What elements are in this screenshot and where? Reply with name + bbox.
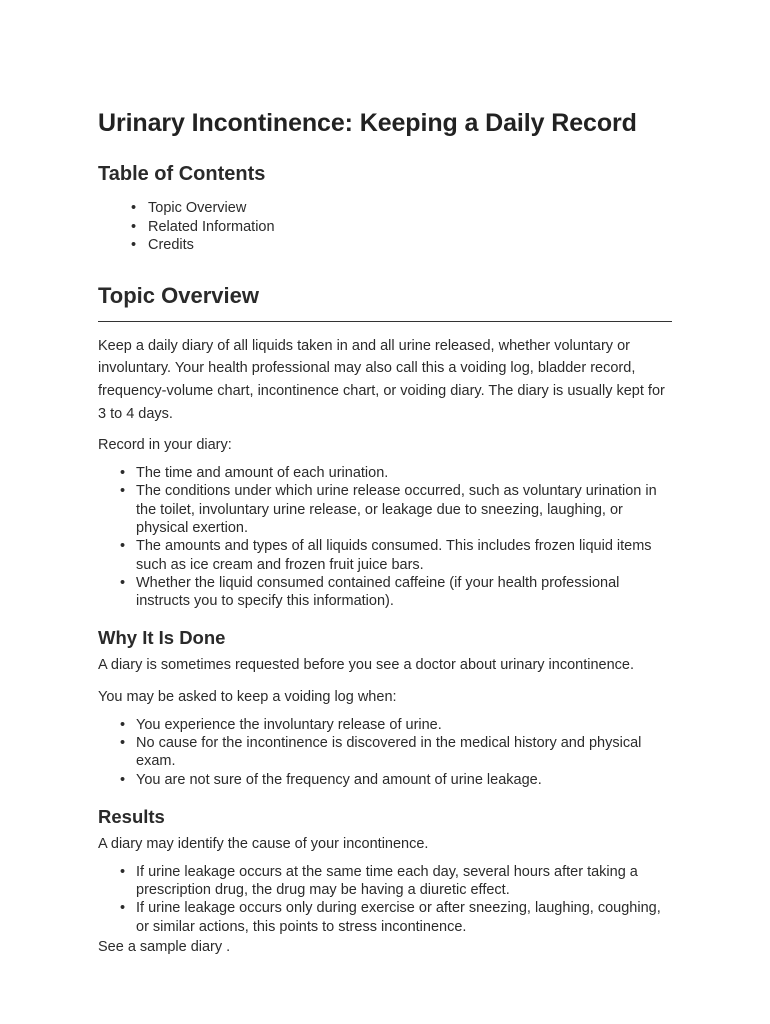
toc-item-related-information: • Related Information [131, 218, 672, 237]
toc-item-credits: • Credits [131, 236, 672, 255]
list-item: • If urine leakage occurs at the same time each day, several hours after taking a prescription drug, the drug may be having a diuretic effect. [120, 863, 672, 900]
list-item: • The conditions under which urine release occurred, such as voluntary urination in the toilet, involuntary urine release, or leakage due to sneezing, laughing, or physical exertion. [120, 482, 672, 537]
list-item: • No cause for the incontinence is discovered in the medical history and physical exam. [120, 734, 672, 771]
section-heading-topic-overview: Topic Overview [98, 281, 672, 322]
subheading-why-it-is-done: Why It Is Done [98, 627, 226, 649]
overview-intro: Keep a daily diary of all liquids taken in and all urine released, whether voluntary or involuntary. Your health professional may also call this a voiding log, bladder record, frequency-volume chart, incontinence chart, or voiding diary. The diary is usually kept for 3 to 4 days. [98, 337, 665, 422]
list-item: • You experience the involuntary release of urine. [120, 716, 672, 734]
page-title: Urinary Incontinence: Keeping a Daily Record [98, 109, 637, 137]
list-item: • Whether the liquid consumed contained caffeine (if your health professional instructs you to specify this information). [120, 574, 672, 611]
subheading-results: Results [98, 805, 165, 827]
why-para-1: A diary is sometimes requested before you see a doctor about urinary incontinence. [98, 657, 634, 674]
record-lead: Record in your diary: [98, 437, 232, 454]
results-para-1: A diary may identify the cause of your incontinence. [98, 835, 429, 852]
list-item: • If urine leakage occurs only during exercise or after sneezing, laughing, coughing, or similar actions, this points to stress incontinence. [120, 899, 672, 936]
toc-heading: Table of Contents [98, 163, 266, 185]
why-list [98, 716, 672, 789]
why-para-2: You may be asked to keep a voiding log when: [98, 689, 397, 706]
list-item: • The amounts and types of all liquids consumed. This includes frozen liquid items such as ice cream and frozen fruit juice bars. [120, 537, 672, 574]
sample-diary-text: See a sample diary . [98, 938, 231, 955]
list-item: • The time and amount of each urination. [120, 464, 672, 482]
results-list [98, 863, 672, 936]
table-of-contents [98, 199, 672, 255]
list-item: • You are not sure of the frequency and amount of urine leakage. [120, 771, 672, 789]
toc-item-topic-overview: • Topic Overview [131, 199, 672, 218]
record-list [98, 464, 672, 610]
